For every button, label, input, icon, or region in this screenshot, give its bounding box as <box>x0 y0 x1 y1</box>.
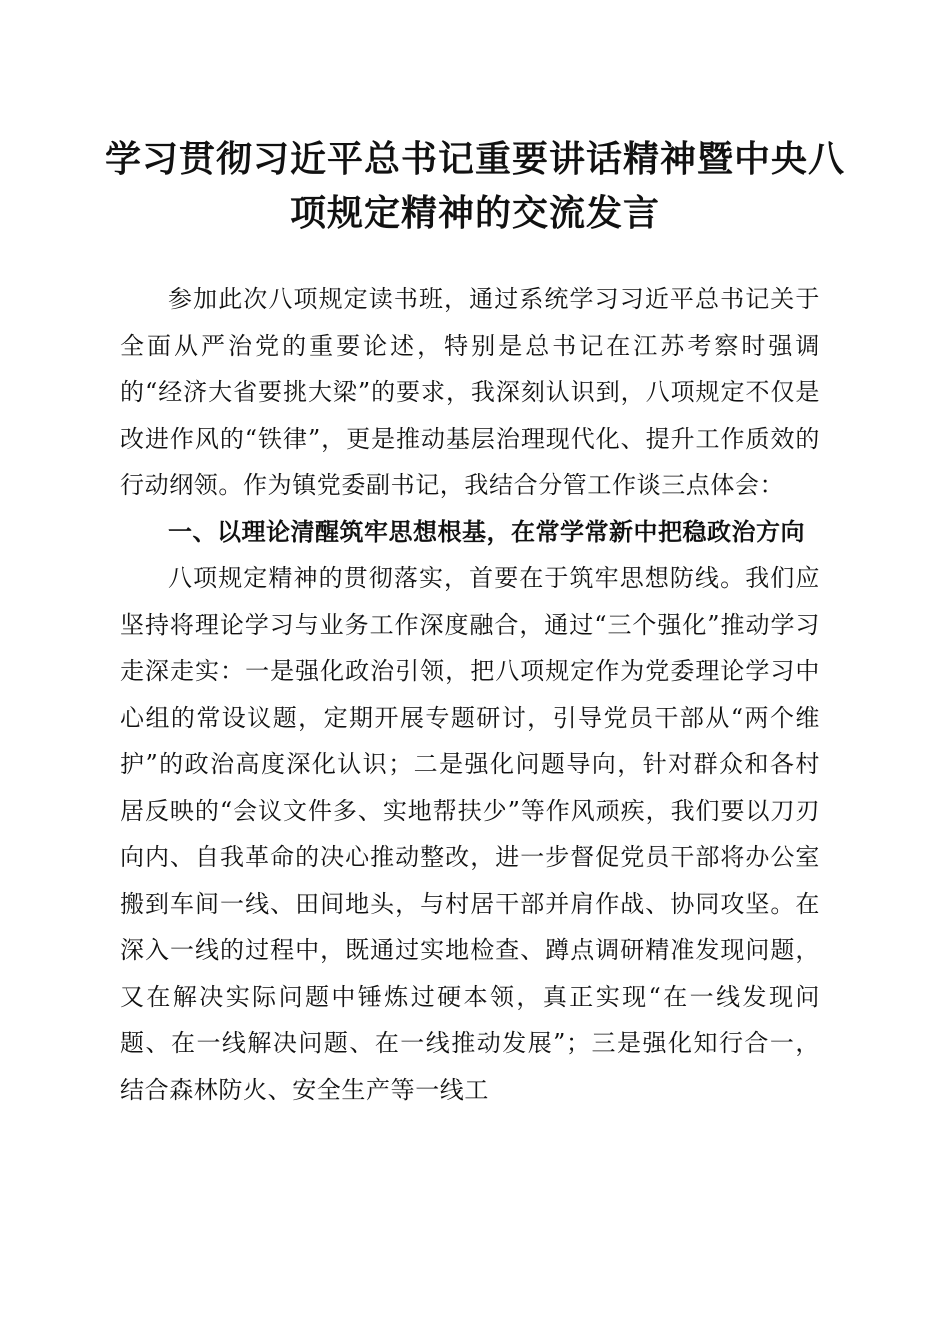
intro-paragraph: 参加此次八项规定读书班，通过系统学习习近平总书记关于全面从严治党的重要论述，特别是总书记在江苏考察时强调的“经济大省要挑大梁”的要求，我深刻认识到，八项规定不仅是改进作风的“铁律”，更是推动基层治理现代化、提升工作质效的行动纲领。作为镇党委副书记，我结合分管工作谈三点体会： <box>120 285 820 499</box>
section-heading-1: 一、以理论清醒筑牢思想根基，在常学常新中把稳政治方向 <box>168 517 805 546</box>
document-title: 学习贯彻习近平总书记重要讲话精神暨中央八项规定精神的交流发言 <box>104 138 845 234</box>
section-1-paragraph: 八项规定精神的贯彻落实，首要在于筑牢思想防线。我们应坚持将理论学习与业务工作深度融合，通过“三个强化”推动学习走深走实：一是强化政治引领，把八项规定作为党委理论学习中心组的常设议题，定期开展专题研讨，引导党员干部从“两个维护”的政治高度深化认识；二是强化问题导向，针对群众和各村居反映的“会议文件多、实地帮扶少”等作风顽疾，我们要以刀刃向内、自我革命的决心推动整改，进一步督促党员干部将办公室搬到车间一线、田间地头，与村居干部并肩作战、协同攻坚。在深入一线的过程中，既通过实地检查、蹲点调研精准发现问题，又在解决实际问题中锤炼过硬本领，真正实现“在一线发现问题、在一线解决问题、在一线推动发展”；三是强化知行合一，结合森林防火、安全生产等一线工 <box>120 564 820 1104</box>
document-body <box>120 276 820 1113</box>
